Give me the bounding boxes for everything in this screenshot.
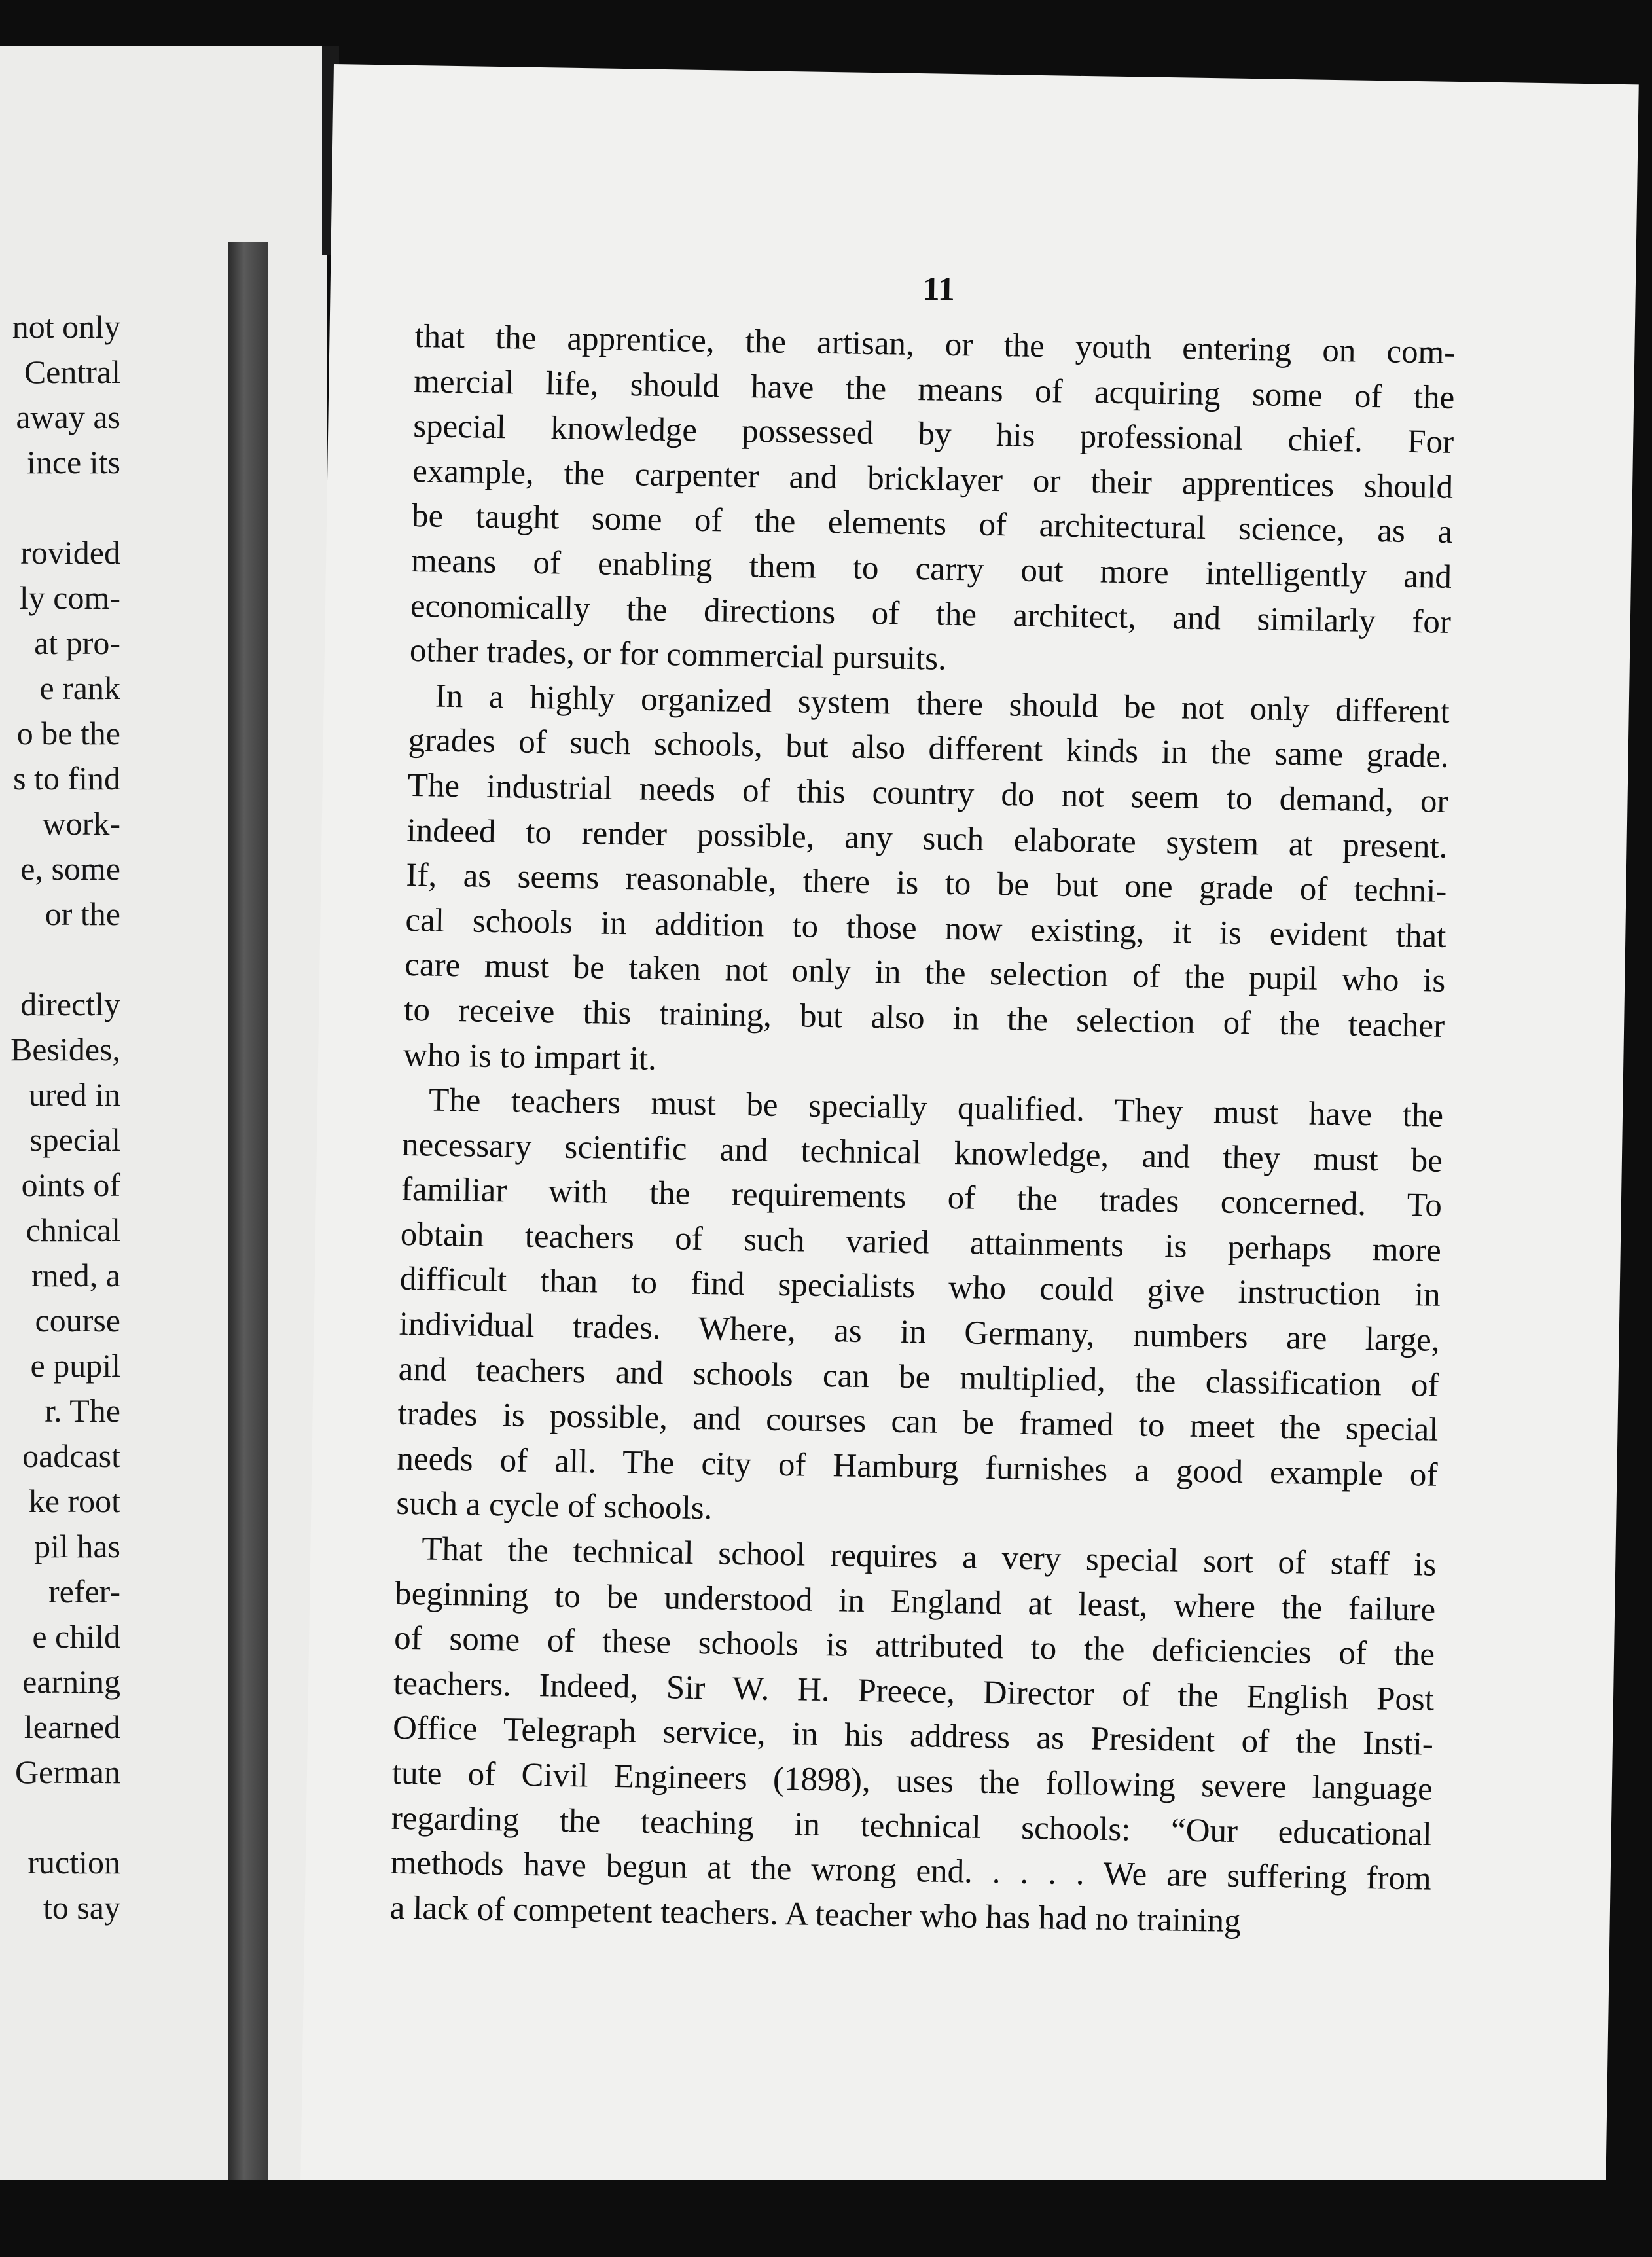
text-line: example, the carpenter and bricklayer or their apprentices should xyxy=(412,452,1454,506)
left-page-line: ured in xyxy=(28,1076,120,1113)
text-line: who is to impart it. xyxy=(403,1036,657,1077)
left-page-line: work- xyxy=(42,805,120,842)
text-line: needs of all. The city of Hamburg furnishes a good example of xyxy=(397,1440,1438,1494)
text-line: beginning to be understood in England at least, where the failure xyxy=(394,1575,1436,1629)
left-page-line: refer- xyxy=(48,1573,120,1610)
left-page-line: rovided xyxy=(20,534,120,571)
text-line: other trades, or for commercial pursuits. xyxy=(409,632,947,677)
left-page-line: e, some xyxy=(20,850,120,887)
text-line: tute of Civil Engineers (1898), uses the following severe language xyxy=(391,1754,1433,1808)
text-line: grades of such schools, but also different kinds in the same grade. xyxy=(408,722,1450,776)
left-page-line: or the xyxy=(45,895,120,932)
text-line: cal schools in addition to those now existing, it is evident that xyxy=(405,901,1446,955)
left-page-line: e pupil xyxy=(30,1347,120,1384)
right-page xyxy=(300,64,1639,2218)
left-page-line: to say xyxy=(43,1889,120,1926)
text-line: mercial life, should have the means of acquiring some of the xyxy=(413,363,1455,416)
paragraph xyxy=(403,674,1450,1094)
left-page-line: s to find xyxy=(13,760,120,797)
left-page-text xyxy=(0,304,120,1930)
text-line: regarding the teaching in technical schools: “Our educational xyxy=(391,1799,1433,1853)
text-line: care must be taken not only in the selection of the pupil who is xyxy=(404,947,1446,1000)
scan-border-bottom xyxy=(0,2180,1652,2257)
left-page-line: at pro- xyxy=(34,624,120,661)
left-page-line: e child xyxy=(32,1618,120,1655)
text-line: economically the directions of the architect, and similarly for xyxy=(410,587,1452,641)
left-page-line: ly com- xyxy=(19,579,120,616)
page-number: 11 xyxy=(922,270,956,308)
text-line: of some of these schools is attributed to the deficiencies of the xyxy=(393,1619,1435,1673)
text-line: such a cycle of schools. xyxy=(396,1485,713,1527)
left-page-line: oints of xyxy=(21,1166,120,1203)
left-page xyxy=(0,46,327,2193)
text-line: familiar with the requirements of the trades concerned. To xyxy=(401,1171,1443,1225)
left-page-line: away as xyxy=(16,399,120,435)
text-line: means of enabling them to carry out more intelligently and xyxy=(410,542,1452,596)
left-page-line: directly xyxy=(20,986,120,1022)
left-page-line: Besides, xyxy=(10,1031,120,1068)
left-page-line: r. The xyxy=(45,1392,120,1429)
paragraph xyxy=(409,314,1455,690)
left-page-line: pil has xyxy=(34,1528,120,1564)
paragraph xyxy=(396,1077,1444,1543)
text-line: The industrial needs of this country do not seem to demand, or xyxy=(407,767,1448,820)
text-line: be taught some of the elements of architectural science, as a xyxy=(411,497,1453,551)
text-line: trades is possible, and courses can be framed to meet the special xyxy=(397,1396,1439,1449)
text-line: individual trades. Where, as in Germany, numbers are large, xyxy=(399,1305,1441,1359)
left-page-line: ince its xyxy=(26,444,120,480)
left-page-line: earning xyxy=(22,1663,120,1700)
left-page-line: oadcast xyxy=(22,1437,120,1474)
left-page-line xyxy=(0,937,120,982)
left-page-line: not only xyxy=(12,308,120,345)
text-line: methods have begun at the wrong end. . . . . We are suffering from xyxy=(390,1844,1432,1898)
left-page-line xyxy=(0,1795,120,1840)
text-line: special knowledge possessed by his professional chief. For xyxy=(412,408,1454,461)
text-line: that the apprentice, the artisan, or the youth entering on com- xyxy=(414,317,1456,371)
text-line: indeed to render possible, any such elaborate system at present. xyxy=(406,812,1448,865)
left-page-line: German xyxy=(14,1754,120,1790)
left-page-line xyxy=(0,485,120,530)
left-page-line: Central xyxy=(24,353,120,390)
book-gutter-shadow xyxy=(228,242,268,2186)
left-page-line: course xyxy=(35,1302,120,1339)
paragraph xyxy=(389,1526,1437,1947)
text-line: and teachers and schools can be multiplied, the classification of xyxy=(398,1350,1439,1404)
text-line: Office Telegraph service, in his address as President of the Insti- xyxy=(392,1710,1434,1763)
left-page-line: learned xyxy=(24,1708,120,1745)
left-page-line: special xyxy=(29,1121,120,1158)
left-page-line: e rank xyxy=(39,670,120,706)
text-line: The teachers must be specially qualified. They must have the xyxy=(428,1081,1444,1134)
text-line: obtain teachers of such varied attainments is perhaps more xyxy=(400,1216,1442,1269)
left-page-line: ruction xyxy=(27,1844,120,1881)
text-line: to receive this training, but also in the selection of the teacher xyxy=(403,991,1445,1045)
left-page-line: o be the xyxy=(16,715,120,751)
text-line: teachers. Indeed, Sir W. H. Preece, Director of the English Post xyxy=(393,1665,1435,1718)
text-line: a lack of competent teachers. A teacher who has had no training xyxy=(389,1889,1242,1940)
text-line: difficult than to find specialists who could give instruction in xyxy=(399,1261,1441,1314)
body-text xyxy=(389,314,1456,1947)
left-page-line: ke root xyxy=(28,1483,120,1519)
left-page-line: chnical xyxy=(26,1212,120,1248)
left-page-line: rned, a xyxy=(31,1257,120,1293)
text-line: In a highly organized system there should be not only different xyxy=(435,677,1450,731)
text-line: If, as seems reasonable, there is to be but one grade of techni- xyxy=(406,857,1447,910)
text-line: That the technical school requires a very special sort of staff is xyxy=(421,1530,1437,1583)
text-line: necessary scientific and technical knowledge, and they must be xyxy=(401,1126,1443,1180)
